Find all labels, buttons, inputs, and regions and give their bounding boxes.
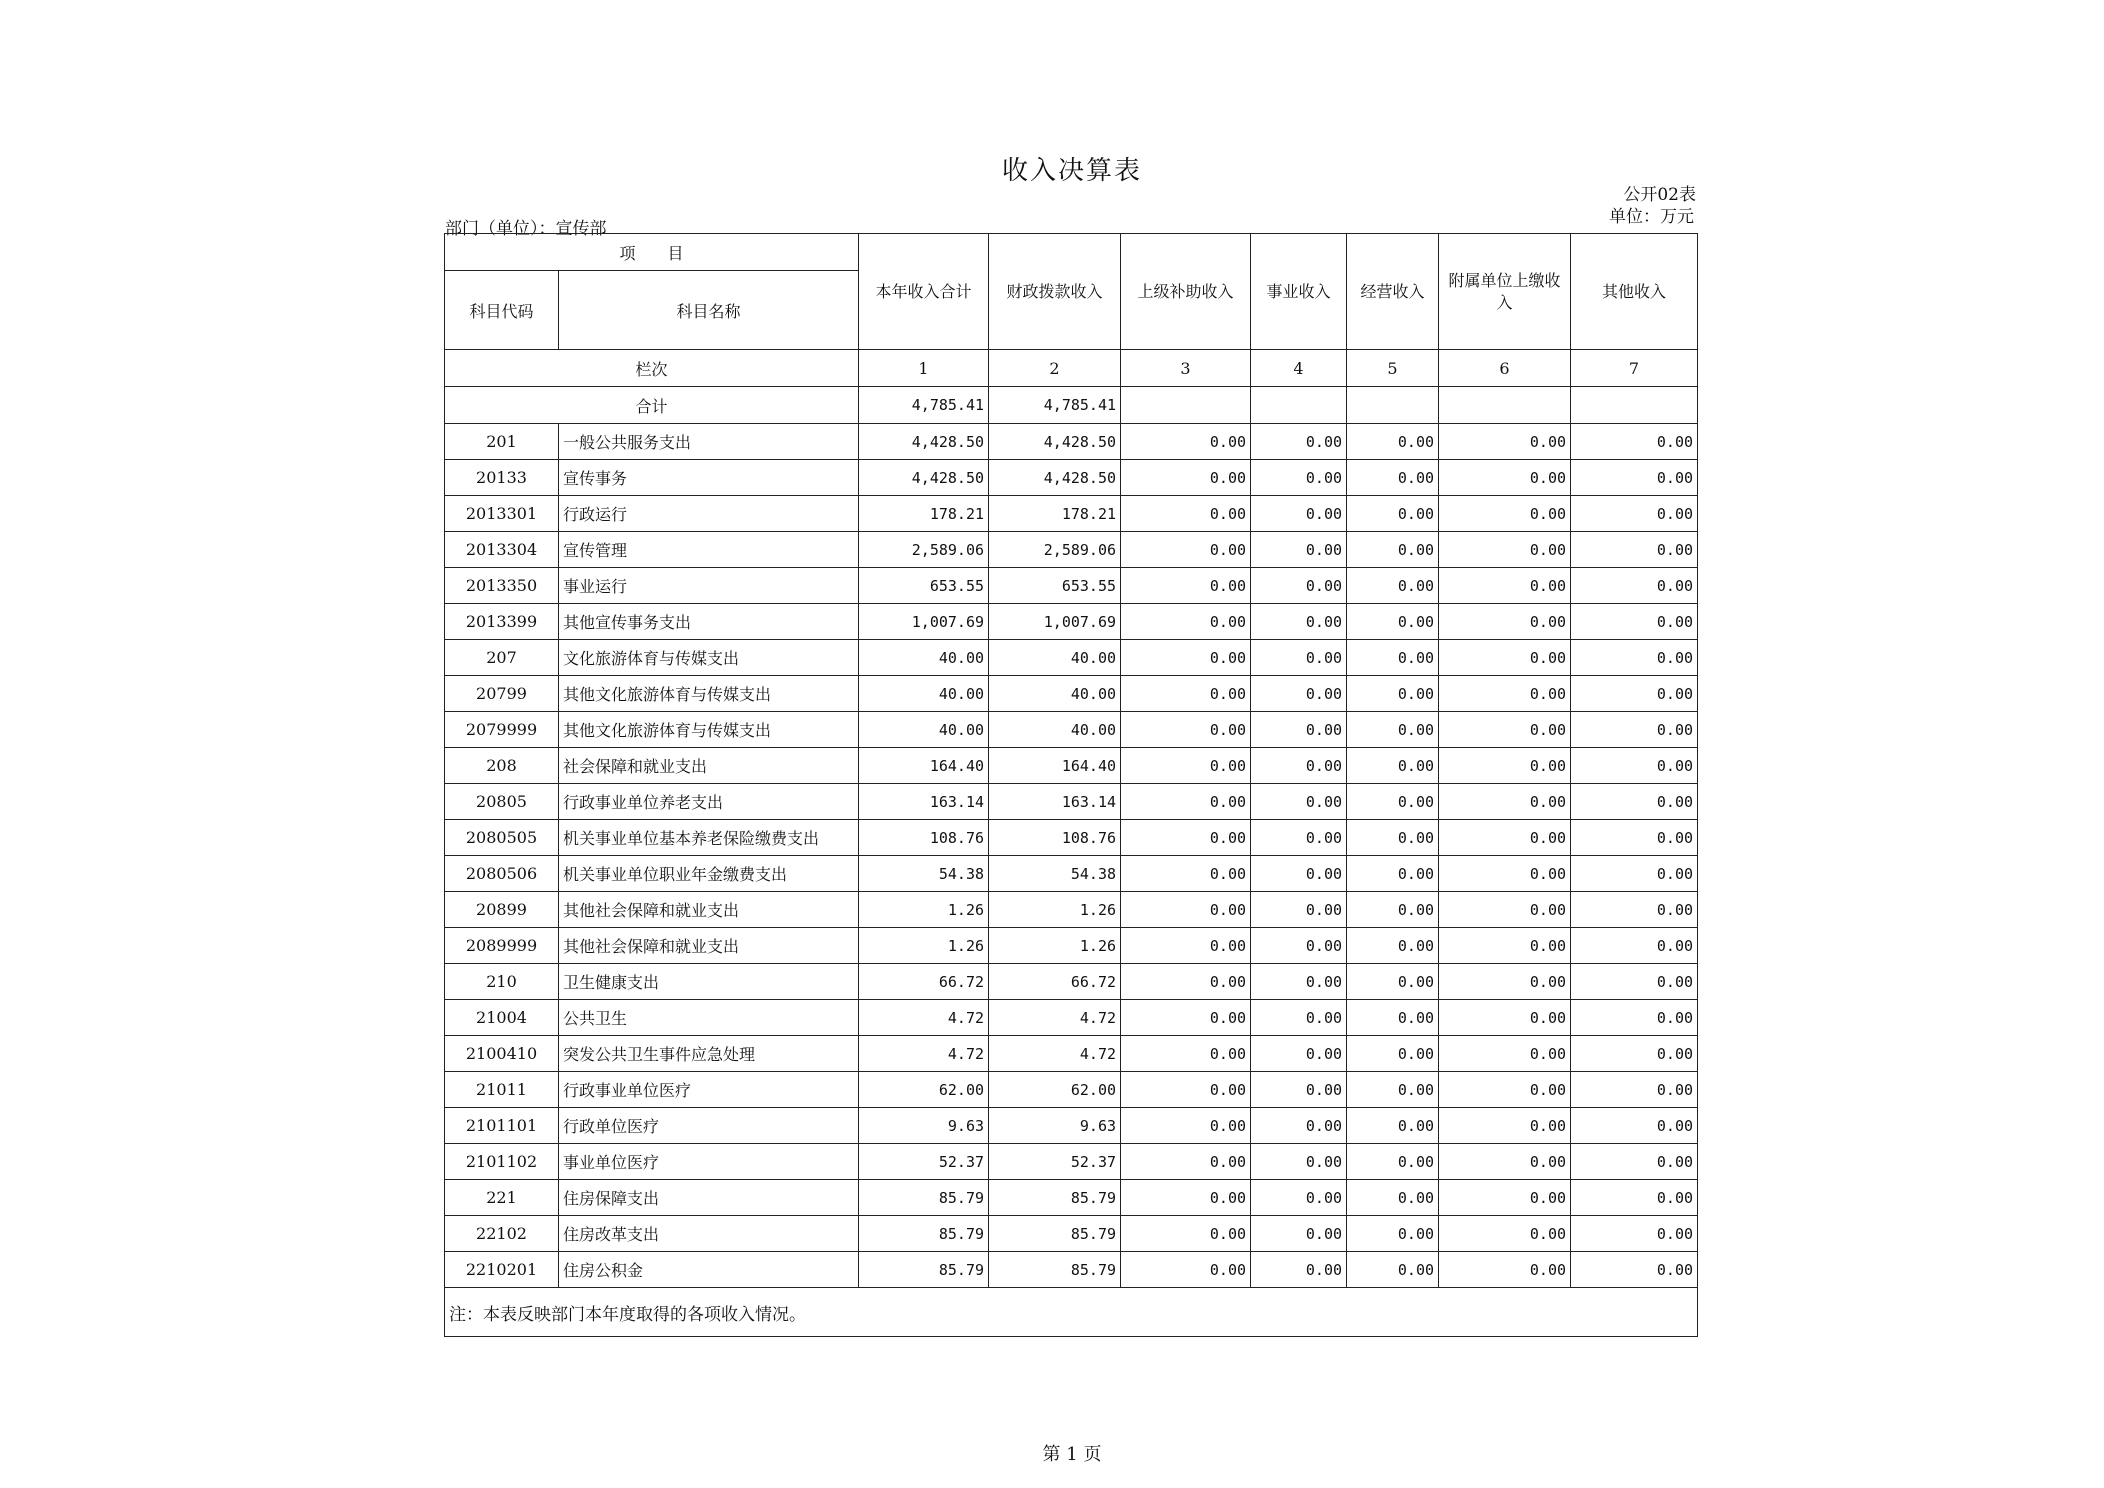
cell-total-income: 40.00 — [859, 676, 989, 712]
cell-affiliate-income: 0.00 — [1439, 604, 1571, 640]
cell-superior-subsidy: 0.00 — [1121, 1144, 1251, 1180]
table-row — [445, 820, 1698, 856]
cell-superior-subsidy: 0.00 — [1121, 424, 1251, 460]
cell-operating-income: 0.00 — [1347, 712, 1439, 748]
cell-business-income: 0.00 — [1251, 748, 1347, 784]
table-row — [445, 676, 1698, 712]
cell-other-income: 0.00 — [1571, 1036, 1698, 1072]
total-fiscal-value: 4,785.41 — [989, 387, 1121, 424]
cell-business-income: 0.00 — [1251, 1180, 1347, 1216]
cell-business-income: 0.00 — [1251, 820, 1347, 856]
cell-operating-income: 0.00 — [1347, 1000, 1439, 1036]
empty-cell — [1121, 387, 1251, 424]
cell-affiliate-income: 0.00 — [1439, 712, 1571, 748]
cell-operating-income: 0.00 — [1347, 784, 1439, 820]
cell-superior-subsidy: 0.00 — [1121, 748, 1251, 784]
table-row — [445, 784, 1698, 820]
cell-fiscal-income: 40.00 — [989, 676, 1121, 712]
cell-other-income: 0.00 — [1571, 748, 1698, 784]
cell-total-income: 40.00 — [859, 640, 989, 676]
cell-business-income: 0.00 — [1251, 1216, 1347, 1252]
cell-affiliate-income: 0.00 — [1439, 1072, 1571, 1108]
header-total-income: 本年收入合计 — [859, 234, 989, 350]
cell-business-income: 0.00 — [1251, 928, 1347, 964]
cell-affiliate-income: 0.00 — [1439, 1180, 1571, 1216]
cell-fiscal-income: 40.00 — [989, 640, 1121, 676]
cell-name: 行政运行 — [559, 496, 859, 532]
table-row — [445, 1072, 1698, 1108]
table-row — [445, 424, 1698, 460]
table-note: 注：本表反映部门本年度取得的各项收入情况。 — [445, 1288, 1698, 1337]
cell-operating-income: 0.00 — [1347, 748, 1439, 784]
cell-other-income: 0.00 — [1571, 604, 1698, 640]
cell-affiliate-income: 0.00 — [1439, 568, 1571, 604]
table-row — [445, 1216, 1698, 1252]
cell-other-income: 0.00 — [1571, 640, 1698, 676]
table-row — [445, 748, 1698, 784]
cell-fiscal-income: 1,007.69 — [989, 604, 1121, 640]
cell-name: 事业单位医疗 — [559, 1144, 859, 1180]
department-label: 部门（单位）：宣传部 — [445, 219, 607, 239]
cell-affiliate-income: 0.00 — [1439, 496, 1571, 532]
cell-name: 住房改革支出 — [559, 1216, 859, 1252]
cell-total-income: 164.40 — [859, 748, 989, 784]
cell-total-income: 40.00 — [859, 712, 989, 748]
table-row — [445, 568, 1698, 604]
cell-superior-subsidy: 0.00 — [1121, 532, 1251, 568]
cell-name: 卫生健康支出 — [559, 964, 859, 1000]
column-number: 7 — [1571, 350, 1698, 387]
cell-affiliate-income: 0.00 — [1439, 964, 1571, 1000]
cell-business-income: 0.00 — [1251, 712, 1347, 748]
cell-name: 其他社会保障和就业支出 — [559, 892, 859, 928]
cell-fiscal-income: 85.79 — [989, 1216, 1121, 1252]
empty-cell — [1571, 387, 1698, 424]
cell-code: 2080505 — [445, 820, 559, 856]
cell-business-income: 0.00 — [1251, 964, 1347, 1000]
cell-code: 2013350 — [445, 568, 559, 604]
cell-fiscal-income: 178.21 — [989, 496, 1121, 532]
cell-name: 其他文化旅游体育与传媒支出 — [559, 676, 859, 712]
empty-cell — [1251, 387, 1347, 424]
cell-affiliate-income: 0.00 — [1439, 640, 1571, 676]
cell-fiscal-income: 62.00 — [989, 1072, 1121, 1108]
column-number: 1 — [859, 350, 989, 387]
cell-business-income: 0.00 — [1251, 1000, 1347, 1036]
cell-operating-income: 0.00 — [1347, 928, 1439, 964]
header-fiscal-income: 财政拨款收入 — [989, 234, 1121, 350]
page-title: 收入决算表 — [1001, 156, 1142, 186]
cell-other-income: 0.00 — [1571, 820, 1698, 856]
cell-total-income: 52.37 — [859, 1144, 989, 1180]
cell-affiliate-income: 0.00 — [1439, 856, 1571, 892]
cell-superior-subsidy: 0.00 — [1121, 1180, 1251, 1216]
column-number: 3 — [1121, 350, 1251, 387]
cell-other-income: 0.00 — [1571, 1216, 1698, 1252]
cell-affiliate-income: 0.00 — [1439, 1144, 1571, 1180]
cell-other-income: 0.00 — [1571, 1252, 1698, 1288]
cell-fiscal-income: 9.63 — [989, 1108, 1121, 1144]
cell-code: 210 — [445, 964, 559, 1000]
cell-other-income: 0.00 — [1571, 460, 1698, 496]
cell-code: 2089999 — [445, 928, 559, 964]
cell-other-income: 0.00 — [1571, 964, 1698, 1000]
cell-fiscal-income: 653.55 — [989, 568, 1121, 604]
cell-operating-income: 0.00 — [1347, 640, 1439, 676]
cell-operating-income: 0.00 — [1347, 1180, 1439, 1216]
cell-fiscal-income: 108.76 — [989, 820, 1121, 856]
table-row — [445, 1252, 1698, 1288]
cell-total-income: 2,589.06 — [859, 532, 989, 568]
total-row — [445, 387, 1698, 424]
table-row — [445, 964, 1698, 1000]
cell-total-income: 108.76 — [859, 820, 989, 856]
header-project: 项 目 — [445, 234, 859, 271]
column-number: 2 — [989, 350, 1121, 387]
cell-total-income: 653.55 — [859, 568, 989, 604]
cell-other-income: 0.00 — [1571, 1108, 1698, 1144]
cell-other-income: 0.00 — [1571, 532, 1698, 568]
unit-label: 单位：万元 — [1609, 207, 1694, 227]
cell-total-income: 4,428.50 — [859, 460, 989, 496]
cell-fiscal-income: 163.14 — [989, 784, 1121, 820]
cell-superior-subsidy: 0.00 — [1121, 1108, 1251, 1144]
cell-name: 行政事业单位养老支出 — [559, 784, 859, 820]
cell-other-income: 0.00 — [1571, 856, 1698, 892]
table-row — [445, 928, 1698, 964]
cell-fiscal-income: 1.26 — [989, 892, 1121, 928]
cell-superior-subsidy: 0.00 — [1121, 856, 1251, 892]
cell-operating-income: 0.00 — [1347, 856, 1439, 892]
cell-total-income: 4.72 — [859, 1000, 989, 1036]
cell-operating-income: 0.00 — [1347, 964, 1439, 1000]
column-number: 5 — [1347, 350, 1439, 387]
cell-total-income: 1.26 — [859, 928, 989, 964]
cell-operating-income: 0.00 — [1347, 1108, 1439, 1144]
cell-code: 208 — [445, 748, 559, 784]
cell-other-income: 0.00 — [1571, 784, 1698, 820]
cell-code: 2013304 — [445, 532, 559, 568]
cell-code: 207 — [445, 640, 559, 676]
table-row — [445, 892, 1698, 928]
table-row — [445, 1000, 1698, 1036]
cell-business-income: 0.00 — [1251, 892, 1347, 928]
cell-affiliate-income: 0.00 — [1439, 748, 1571, 784]
cell-fiscal-income: 4.72 — [989, 1036, 1121, 1072]
cell-business-income: 0.00 — [1251, 460, 1347, 496]
header-business-income: 事业收入 — [1251, 234, 1347, 350]
cell-fiscal-income: 4,428.50 — [989, 460, 1121, 496]
cell-operating-income: 0.00 — [1347, 676, 1439, 712]
cell-total-income: 62.00 — [859, 1072, 989, 1108]
cell-superior-subsidy: 0.00 — [1121, 676, 1251, 712]
cell-superior-subsidy: 0.00 — [1121, 604, 1251, 640]
empty-cell — [1347, 387, 1439, 424]
cell-other-income: 0.00 — [1571, 928, 1698, 964]
cell-code: 2101102 — [445, 1144, 559, 1180]
total-income-value: 4,785.41 — [859, 387, 989, 424]
cell-operating-income: 0.00 — [1347, 892, 1439, 928]
cell-fiscal-income: 85.79 — [989, 1252, 1121, 1288]
cell-affiliate-income: 0.00 — [1439, 1252, 1571, 1288]
table-row — [445, 1180, 1698, 1216]
cell-superior-subsidy: 0.00 — [1121, 1252, 1251, 1288]
cell-fiscal-income: 2,589.06 — [989, 532, 1121, 568]
cell-superior-subsidy: 0.00 — [1121, 460, 1251, 496]
cell-code: 2101101 — [445, 1108, 559, 1144]
cell-code: 2100410 — [445, 1036, 559, 1072]
cell-operating-income: 0.00 — [1347, 460, 1439, 496]
cell-affiliate-income: 0.00 — [1439, 928, 1571, 964]
cell-total-income: 1.26 — [859, 892, 989, 928]
cell-affiliate-income: 0.00 — [1439, 1108, 1571, 1144]
cell-superior-subsidy: 0.00 — [1121, 1000, 1251, 1036]
cell-total-income: 9.63 — [859, 1108, 989, 1144]
cell-business-income: 0.00 — [1251, 1108, 1347, 1144]
cell-name: 一般公共服务支出 — [559, 424, 859, 460]
cell-superior-subsidy: 0.00 — [1121, 1036, 1251, 1072]
table-row — [445, 460, 1698, 496]
cell-affiliate-income: 0.00 — [1439, 1000, 1571, 1036]
cell-code: 2013301 — [445, 496, 559, 532]
cell-name: 其他文化旅游体育与传媒支出 — [559, 712, 859, 748]
header-affiliate-income: 附属单位上缴收入 — [1439, 234, 1571, 350]
column-number-label: 栏次 — [445, 350, 859, 387]
cell-fiscal-income: 164.40 — [989, 748, 1121, 784]
cell-fiscal-income: 1.26 — [989, 928, 1121, 964]
cell-total-income: 66.72 — [859, 964, 989, 1000]
cell-other-income: 0.00 — [1571, 1000, 1698, 1036]
cell-code: 20133 — [445, 460, 559, 496]
cell-business-income: 0.00 — [1251, 604, 1347, 640]
cell-operating-income: 0.00 — [1347, 496, 1439, 532]
income-statement-table — [444, 233, 1698, 1337]
cell-other-income: 0.00 — [1571, 1144, 1698, 1180]
cell-code: 21004 — [445, 1000, 559, 1036]
cell-code: 21011 — [445, 1072, 559, 1108]
column-number: 6 — [1439, 350, 1571, 387]
cell-operating-income: 0.00 — [1347, 1216, 1439, 1252]
table-row — [445, 1108, 1698, 1144]
cell-affiliate-income: 0.00 — [1439, 676, 1571, 712]
cell-business-income: 0.00 — [1251, 496, 1347, 532]
cell-superior-subsidy: 0.00 — [1121, 496, 1251, 532]
cell-fiscal-income: 52.37 — [989, 1144, 1121, 1180]
cell-name: 住房保障支出 — [559, 1180, 859, 1216]
cell-fiscal-income: 4.72 — [989, 1000, 1121, 1036]
cell-name: 行政事业单位医疗 — [559, 1072, 859, 1108]
cell-code: 20899 — [445, 892, 559, 928]
cell-other-income: 0.00 — [1571, 676, 1698, 712]
cell-name: 事业运行 — [559, 568, 859, 604]
cell-total-income: 54.38 — [859, 856, 989, 892]
cell-operating-income: 0.00 — [1347, 568, 1439, 604]
cell-other-income: 0.00 — [1571, 892, 1698, 928]
cell-name: 突发公共卫生事件应急处理 — [559, 1036, 859, 1072]
cell-name: 住房公积金 — [559, 1252, 859, 1288]
cell-name: 公共卫生 — [559, 1000, 859, 1036]
cell-operating-income: 0.00 — [1347, 1144, 1439, 1180]
cell-code: 2080506 — [445, 856, 559, 892]
cell-superior-subsidy: 0.00 — [1121, 1072, 1251, 1108]
cell-business-income: 0.00 — [1251, 856, 1347, 892]
column-number-row — [445, 350, 1698, 387]
cell-name: 宣传事务 — [559, 460, 859, 496]
cell-code: 20805 — [445, 784, 559, 820]
total-label: 合计 — [445, 387, 859, 424]
cell-operating-income: 0.00 — [1347, 1072, 1439, 1108]
cell-business-income: 0.00 — [1251, 1036, 1347, 1072]
cell-affiliate-income: 0.00 — [1439, 820, 1571, 856]
form-number: 公开02表 — [1623, 185, 1696, 205]
header-operating-income: 经营收入 — [1347, 234, 1439, 350]
table-row — [445, 604, 1698, 640]
cell-affiliate-income: 0.00 — [1439, 532, 1571, 568]
cell-code: 20799 — [445, 676, 559, 712]
cell-name: 行政单位医疗 — [559, 1108, 859, 1144]
cell-total-income: 85.79 — [859, 1216, 989, 1252]
cell-name: 宣传管理 — [559, 532, 859, 568]
cell-business-income: 0.00 — [1251, 784, 1347, 820]
cell-operating-income: 0.00 — [1347, 1036, 1439, 1072]
cell-superior-subsidy: 0.00 — [1121, 1216, 1251, 1252]
cell-total-income: 163.14 — [859, 784, 989, 820]
cell-business-income: 0.00 — [1251, 1072, 1347, 1108]
cell-fiscal-income: 85.79 — [989, 1180, 1121, 1216]
cell-superior-subsidy: 0.00 — [1121, 640, 1251, 676]
cell-superior-subsidy: 0.00 — [1121, 568, 1251, 604]
cell-name: 其他社会保障和就业支出 — [559, 928, 859, 964]
cell-name: 机关事业单位职业年金缴费支出 — [559, 856, 859, 892]
cell-operating-income: 0.00 — [1347, 1252, 1439, 1288]
cell-affiliate-income: 0.00 — [1439, 892, 1571, 928]
header-superior-subsidy: 上级补助收入 — [1121, 234, 1251, 350]
cell-name: 社会保障和就业支出 — [559, 748, 859, 784]
cell-business-income: 0.00 — [1251, 640, 1347, 676]
cell-operating-income: 0.00 — [1347, 424, 1439, 460]
cell-fiscal-income: 66.72 — [989, 964, 1121, 1000]
table-row — [445, 496, 1698, 532]
cell-superior-subsidy: 0.00 — [1121, 784, 1251, 820]
column-number: 4 — [1251, 350, 1347, 387]
cell-name: 其他宣传事务支出 — [559, 604, 859, 640]
cell-total-income: 85.79 — [859, 1180, 989, 1216]
cell-operating-income: 0.00 — [1347, 604, 1439, 640]
cell-other-income: 0.00 — [1571, 568, 1698, 604]
empty-cell — [1439, 387, 1571, 424]
cell-other-income: 0.00 — [1571, 712, 1698, 748]
header-other-income: 其他收入 — [1571, 234, 1698, 350]
cell-total-income: 4.72 — [859, 1036, 989, 1072]
cell-business-income: 0.00 — [1251, 424, 1347, 460]
table-row — [445, 532, 1698, 568]
cell-superior-subsidy: 0.00 — [1121, 820, 1251, 856]
cell-superior-subsidy: 0.00 — [1121, 928, 1251, 964]
table-row — [445, 1036, 1698, 1072]
cell-business-income: 0.00 — [1251, 532, 1347, 568]
cell-affiliate-income: 0.00 — [1439, 460, 1571, 496]
cell-business-income: 0.00 — [1251, 676, 1347, 712]
cell-other-income: 0.00 — [1571, 1072, 1698, 1108]
cell-affiliate-income: 0.00 — [1439, 784, 1571, 820]
cell-superior-subsidy: 0.00 — [1121, 964, 1251, 1000]
cell-business-income: 0.00 — [1251, 568, 1347, 604]
cell-code: 201 — [445, 424, 559, 460]
table-row — [445, 712, 1698, 748]
header-code: 科目代码 — [445, 271, 559, 350]
cell-affiliate-income: 0.00 — [1439, 1036, 1571, 1072]
cell-code: 22102 — [445, 1216, 559, 1252]
cell-total-income: 85.79 — [859, 1252, 989, 1288]
cell-total-income: 178.21 — [859, 496, 989, 532]
cell-other-income: 0.00 — [1571, 1180, 1698, 1216]
cell-superior-subsidy: 0.00 — [1121, 892, 1251, 928]
cell-other-income: 0.00 — [1571, 496, 1698, 532]
cell-total-income: 1,007.69 — [859, 604, 989, 640]
cell-fiscal-income: 40.00 — [989, 712, 1121, 748]
cell-name: 机关事业单位基本养老保险缴费支出 — [559, 820, 859, 856]
table-row — [445, 856, 1698, 892]
cell-affiliate-income: 0.00 — [1439, 1216, 1571, 1252]
cell-operating-income: 0.00 — [1347, 820, 1439, 856]
cell-business-income: 0.00 — [1251, 1144, 1347, 1180]
cell-other-income: 0.00 — [1571, 424, 1698, 460]
cell-fiscal-income: 54.38 — [989, 856, 1121, 892]
cell-fiscal-income: 4,428.50 — [989, 424, 1121, 460]
cell-code: 2079999 — [445, 712, 559, 748]
table-row — [445, 1144, 1698, 1180]
cell-code: 2013399 — [445, 604, 559, 640]
header-name: 科目名称 — [559, 271, 859, 350]
table-row — [445, 640, 1698, 676]
cell-code: 2210201 — [445, 1252, 559, 1288]
cell-name: 文化旅游体育与传媒支出 — [559, 640, 859, 676]
cell-operating-income: 0.00 — [1347, 532, 1439, 568]
cell-affiliate-income: 0.00 — [1439, 424, 1571, 460]
cell-superior-subsidy: 0.00 — [1121, 712, 1251, 748]
cell-business-income: 0.00 — [1251, 1252, 1347, 1288]
cell-total-income: 4,428.50 — [859, 424, 989, 460]
cell-code: 221 — [445, 1180, 559, 1216]
page-number: 第 1 页 — [1042, 1444, 1102, 1465]
